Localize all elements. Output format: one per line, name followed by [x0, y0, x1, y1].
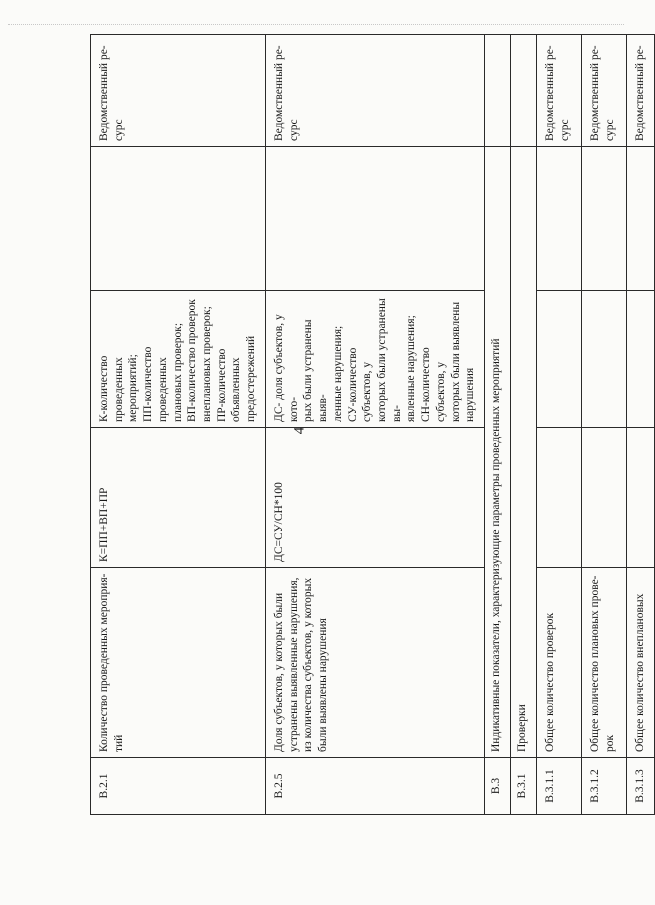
indicator-code: В.3.1.1 [536, 758, 581, 815]
table-row-b-3-1 [510, 35, 536, 815]
indicator-col5 [626, 147, 654, 291]
table-row-b-3-1-1 [536, 35, 581, 815]
indicator-col5 [91, 147, 266, 291]
indicator-code: В.3.1.3 [626, 758, 654, 815]
indicator-formula [536, 428, 581, 568]
page-number: 4 [291, 426, 308, 435]
indicator-description [536, 291, 581, 428]
indicator-code: В.2.1 [91, 758, 266, 815]
table-row-b-3 [484, 35, 510, 815]
indicator-col5 [265, 147, 484, 291]
section-title: Проверки [510, 147, 536, 758]
scan-edge-line [8, 24, 624, 25]
indicator-name: Количество проведенных мероприя- тий [91, 568, 266, 758]
indicator-source: Ведомственный ре- сурс [265, 35, 484, 147]
section-title: Индикативные показатели, характеризующие параметры проведенных мероприятий [484, 147, 510, 758]
table-row-b-3-1-2 [581, 35, 626, 815]
indicator-name: Общее количество внеплановых [626, 568, 654, 758]
indicator-col5 [581, 147, 626, 291]
indicator-description [626, 291, 654, 428]
indicator-description: К-количество проведенных мероприятий; ПП-количество проведенных плановых проверок; ВП-количество проверок внеплановых проверок; ПР-количество объявленных предостережений [91, 291, 266, 428]
indicator-code: В.3.1.2 [581, 758, 626, 815]
section-code: В.3 [484, 758, 510, 815]
indicator-description: ДС- доля субъектов, у кото- рых были устранены выяв- ленные нарушения; СУ-количество субъектов, у которых были устранены вы- явленные нарушения; СН-количество субъектов, у которых были выявлены нарушения [265, 291, 484, 428]
indicator-formula [626, 428, 654, 568]
indicator-source: Ведомственный ре- сурс [581, 35, 626, 147]
indicator-code: В.2.5 [265, 758, 484, 815]
indicator-formula [581, 428, 626, 568]
indicator-col5 [536, 147, 581, 291]
table-row-b-2-5 [265, 35, 484, 815]
indicator-source: Ведомственный ре- сурс [536, 35, 581, 147]
indicators-table [90, 34, 655, 815]
indicator-description [581, 291, 626, 428]
indicator-name: Общее количество плановых прове- рок [581, 568, 626, 758]
indicator-source: Ведомственный ре- сурс [91, 35, 266, 147]
indicator-source: Ведомственный ре- [626, 35, 654, 147]
table-row-b-3-1-3 [626, 35, 654, 815]
section-empty-cell [484, 35, 510, 147]
section-code: В.3.1 [510, 758, 536, 815]
indicator-formula: ДС=СУ/СН*100 [265, 428, 484, 568]
indicator-name: Общее количество проверок [536, 568, 581, 758]
rotated-table-container [90, 35, 646, 815]
section-empty-cell [510, 35, 536, 147]
indicator-formula: К=ПП+ВП+ПР [91, 428, 266, 568]
table-row-b-2-1 [91, 35, 266, 815]
indicator-name: Доля субъектов, у которых были устранены выявленные нарушения, из количества субъектов, у которых были выявлены нарушения [265, 568, 484, 758]
